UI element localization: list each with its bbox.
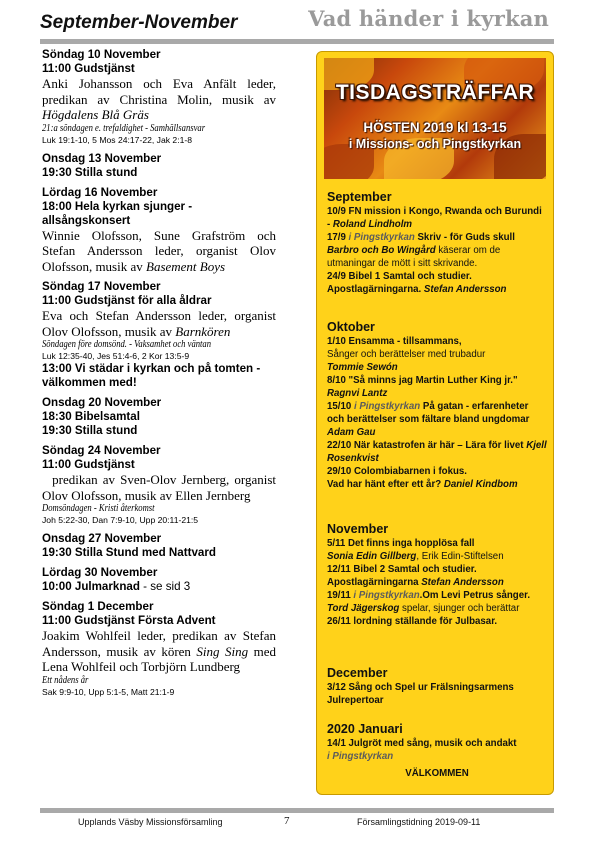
event-7 xyxy=(42,532,276,560)
event-text: Joakim Wohlfeil leder, predikan av Stefan Andersson, musik av kören Sing Sing med Lena Wohlfeil och Torbjörn Lundberg xyxy=(42,628,276,674)
januari-section xyxy=(327,722,547,780)
program-item: 24/9 Bibel 1 Samtal och studier. Apostlagärningarna. Stefan Andersson xyxy=(327,271,507,295)
event-list xyxy=(42,48,276,704)
event-ref: Luk 12:35-40, Jes 51:4-6, 2 Kor 13:5-9 xyxy=(42,351,190,361)
event-note: 21:a söndagen e. trefaldighet - Samhällsansvar xyxy=(42,122,206,134)
event-day: Söndag 1 December xyxy=(42,600,154,613)
event-day: Onsdag 13 November xyxy=(42,151,162,165)
event-day: Söndag 17 November xyxy=(42,280,161,293)
event-2 xyxy=(42,152,276,180)
event-text: Eva och Stefan Andersson leder, organist Olov Olofsson, musik av Barnkören xyxy=(42,308,276,339)
event-text: Anki Johansson och Eva Anfält leder, predikan av Christina Molin, musik av Högdalens Blå Gräs xyxy=(42,76,276,122)
event-6 xyxy=(42,444,276,526)
program-item: 19/11 i Pingstkyrkan.Om Levi Petrus sånger. Tord Jägerskog spelar, sjunger och berättar xyxy=(327,590,531,614)
event-note: Söndagen före domsönd. - Vaksamhet och väntan xyxy=(42,339,212,350)
event-ref: Joh 5:22-30, Dan 7:9-10, Upp 20:11-21:5 xyxy=(42,515,199,525)
event-5 xyxy=(42,396,276,438)
program-item: 22/10 När katastrofen är här – Lära för livet Kjell Rosenkvist xyxy=(327,440,547,464)
event-day: Onsdag 27 November xyxy=(42,532,162,545)
event-time: 19:30 Stilla Stund med Nattvard xyxy=(42,546,216,559)
event-time: 11:00 Gudstjänst Första Advent xyxy=(42,614,216,627)
program-item: 5/11 Det finns inga hopplösa fall Sonia Edin Gillberg, Erik Edin-Stiftelsen xyxy=(327,538,504,562)
program-item: 17/9 i Pingstkyrkan Skriv - för Guds skull Barbro och Bo Wingård käserar om de utmaningar de mött i sitt skrivande. xyxy=(327,232,515,269)
autumn-leaves-banner xyxy=(324,58,546,179)
oktober-section xyxy=(327,320,547,491)
event-day: Söndag 24 November xyxy=(42,444,161,457)
program-item: 8/10 "Så minns jag Martin Luther King jr." Ragnvi Lantz xyxy=(327,375,518,399)
event-time: 10:00 Julmarknad - se sid 3 xyxy=(42,580,191,593)
december-section xyxy=(327,666,547,707)
month-heading: Oktober xyxy=(327,320,375,334)
event-time: 19:30 Stilla stund xyxy=(42,165,138,179)
event-time: 11:00 Gudstjänst xyxy=(42,458,135,471)
program-item: 10/9 FN mission i Kongo, Rwanda och Burundi - Roland Lindholm xyxy=(327,206,542,230)
program-item: 15/10 i Pingstkyrkan På gatan - erfarenheter och berättelser som fältare bland ungdomar Adam Gau xyxy=(327,401,530,438)
footer-org: Upplands Väsby Missionsförsamling xyxy=(78,817,223,827)
banner-title: TISDAGSTRÄFFAR xyxy=(335,81,535,104)
september-section xyxy=(327,190,547,296)
month-heading: September xyxy=(327,190,392,204)
page-header-left: September-November xyxy=(40,12,238,33)
event-time: 18:00 Hela kyrkan sjunger - allsångskonsert xyxy=(42,199,193,227)
event-ref: Luk 19:1-10, 5 Mos 24:17-22, Jak 2:1-8 xyxy=(42,134,193,145)
program-item: 12/11 Bibel 2 Samtal och studier. Apostlagärningarna Stefan Andersson xyxy=(327,564,504,588)
page-number: 7 xyxy=(284,815,290,827)
banner-subtitle: HÖSTEN 2019 kl 13-15 xyxy=(363,120,507,135)
event-day: Söndag 10 November xyxy=(42,48,161,61)
event-note: Domsöndagen - Kristi återkomst xyxy=(42,503,155,514)
bottom-rule xyxy=(40,808,554,813)
page-header-right: Vad händer i kyrkan xyxy=(308,6,549,31)
event-4 xyxy=(42,280,276,390)
program-item: 1/10 Ensamma - tillsammans, Sånger och berättelser med trubadur Tommie Sewón xyxy=(327,336,486,373)
month-heading: November xyxy=(327,522,389,536)
banner-location: i Missions- och Pingstkyrkan xyxy=(348,137,522,151)
footer-issue: Församlingstidning 2019-09-11 xyxy=(357,817,481,827)
event-3 xyxy=(42,186,276,275)
event-ref: Sak 9:9-10, Upp 5:1-5, Matt 21:1-9 xyxy=(42,686,175,697)
event-time: 19:30 Stilla stund xyxy=(42,424,138,437)
program-item: 26/11 lordning ställande för Julbasar. xyxy=(327,616,498,627)
month-heading: December xyxy=(327,666,388,680)
event-9 xyxy=(42,600,276,698)
event-text: Winnie Olofsson, Sune Grafström och Stefan Andersson leder, organist Olov Olofsson, musik av Basement Boys xyxy=(42,227,276,274)
event-1 xyxy=(42,48,276,146)
event-day: Lördag 16 November xyxy=(42,185,158,199)
event-day: Lördag 30 November xyxy=(42,566,158,579)
event-time: 18:30 Bibelsamtal xyxy=(42,410,140,423)
program-item: 3/12 Sång och Spel ur Frälsningsarmens Julrepertoar xyxy=(327,682,514,706)
program-item: 29/10 Colombiabarnen i fokus. Vad har hänt efter ett år? Daniel Kindbom xyxy=(327,466,518,490)
november-section xyxy=(327,522,547,628)
month-heading: 2020 Januari xyxy=(327,722,403,736)
event-text: predikan av Sven-Olov Jernberg, organist Olov Olofsson, musik av Ellen Jernberg xyxy=(42,472,277,503)
event-time: 11:00 Gudstjänst xyxy=(42,62,135,75)
event-time: 11:00 Gudstjänst för alla åldrar xyxy=(42,294,212,307)
program-item: 14/1 Julgröt med sång, musik och andakt i Pingstkyrkan xyxy=(327,738,517,762)
event-extra: 13:00 Vi städar i kyrkan och på tomten - välkommen med! xyxy=(42,362,261,389)
event-note: Ett nådens år xyxy=(42,674,89,686)
event-8 xyxy=(42,566,276,594)
welcome-text: VÄLKOMMEN xyxy=(405,768,469,779)
top-rule xyxy=(40,39,554,44)
event-day: Onsdag 20 November xyxy=(42,396,162,409)
